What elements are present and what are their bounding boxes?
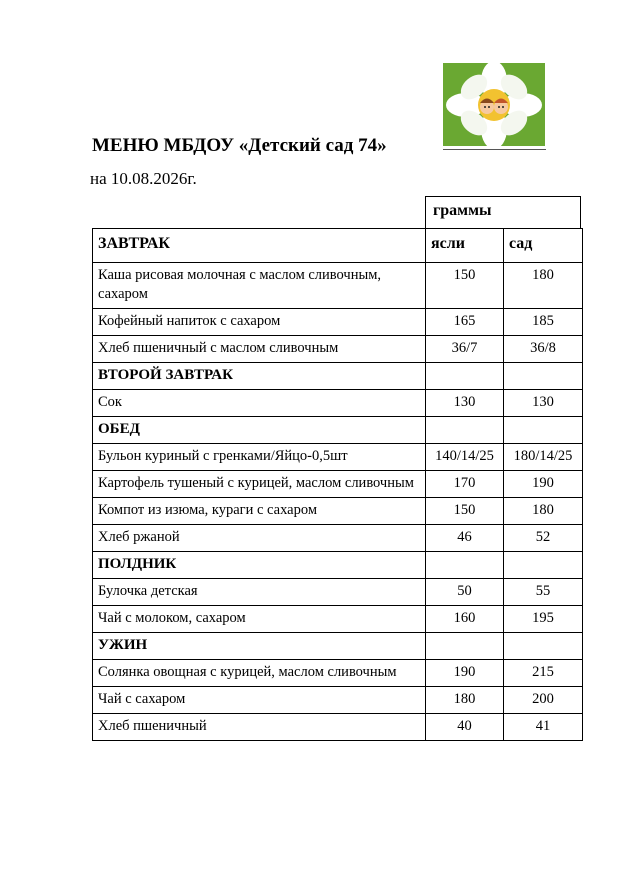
kindergarten-grams: 180/14/25 bbox=[504, 444, 583, 471]
dish-name: Картофель тушеный с курицей, маслом сливочным bbox=[93, 471, 426, 498]
nursery-grams: 150 bbox=[426, 263, 504, 309]
nursery-grams: 46 bbox=[426, 525, 504, 552]
section-nursery-empty bbox=[426, 633, 504, 660]
table-row bbox=[93, 714, 583, 741]
page-title: МЕНЮ МБДОУ «Детский сад 74» bbox=[92, 135, 387, 156]
meal-section-name: УЖИН bbox=[93, 633, 426, 660]
section-kindergarten-empty bbox=[504, 552, 583, 579]
nursery-grams: 36/7 bbox=[426, 336, 504, 363]
nursery-grams: 160 bbox=[426, 606, 504, 633]
table-row bbox=[93, 498, 583, 525]
nursery-grams: 40 bbox=[426, 714, 504, 741]
table-row bbox=[93, 444, 583, 471]
section-kindergarten-empty bbox=[504, 633, 583, 660]
meal-section-row bbox=[93, 552, 583, 579]
meal-section-row bbox=[93, 417, 583, 444]
table-row bbox=[93, 471, 583, 498]
kindergarten-grams: 130 bbox=[504, 390, 583, 417]
section-nursery-empty bbox=[426, 363, 504, 390]
nursery-grams: 130 bbox=[426, 390, 504, 417]
section-kindergarten-empty bbox=[504, 363, 583, 390]
kindergarten-grams: 52 bbox=[504, 525, 583, 552]
dish-name: Чай с молоком, сахаром bbox=[93, 606, 426, 633]
table-row bbox=[93, 687, 583, 714]
dish-name: Булочка детская bbox=[93, 579, 426, 606]
dish-name: Хлеб ржаной bbox=[93, 525, 426, 552]
menu-table bbox=[92, 228, 583, 741]
grams-header: граммы bbox=[425, 196, 581, 228]
table-header-row bbox=[93, 229, 583, 263]
kindergarten-grams: 180 bbox=[504, 498, 583, 525]
section-nursery-empty bbox=[426, 552, 504, 579]
meal-header: ЗАВТРАК bbox=[93, 229, 426, 263]
dish-name: Сок bbox=[93, 390, 426, 417]
meal-section-row bbox=[93, 633, 583, 660]
kindergarten-grams: 41 bbox=[504, 714, 583, 741]
table-row bbox=[93, 336, 583, 363]
meal-section-name: ВТОРОЙ ЗАВТРАК bbox=[93, 363, 426, 390]
table-row bbox=[93, 525, 583, 552]
nursery-grams: 150 bbox=[426, 498, 504, 525]
kindergarten-grams: 200 bbox=[504, 687, 583, 714]
dish-name: Каша рисовая молочная с маслом сливочным, сахаром bbox=[93, 263, 426, 309]
table-row bbox=[93, 309, 583, 336]
nursery-grams: 50 bbox=[426, 579, 504, 606]
section-nursery-empty bbox=[426, 417, 504, 444]
nursery-header: ясли bbox=[426, 229, 504, 263]
kindergarten-grams: 55 bbox=[504, 579, 583, 606]
table-row bbox=[93, 263, 583, 309]
table-row bbox=[93, 606, 583, 633]
kindergarten-logo bbox=[443, 63, 545, 146]
meal-section-name: ОБЕД bbox=[93, 417, 426, 444]
nursery-grams: 180 bbox=[426, 687, 504, 714]
meal-section-row bbox=[93, 363, 583, 390]
dish-name: Бульон куриный с гренками/Яйцо-0,5шт bbox=[93, 444, 426, 471]
table-row bbox=[93, 660, 583, 687]
nursery-grams: 170 bbox=[426, 471, 504, 498]
dish-name: Хлеб пшеничный bbox=[93, 714, 426, 741]
menu-date: на 10.08.2026г. bbox=[90, 169, 197, 188]
table-row bbox=[93, 579, 583, 606]
kindergarten-grams: 185 bbox=[504, 309, 583, 336]
kindergarten-grams: 190 bbox=[504, 471, 583, 498]
nursery-grams: 190 bbox=[426, 660, 504, 687]
nursery-grams: 165 bbox=[426, 309, 504, 336]
kindergarten-header: сад bbox=[504, 229, 583, 263]
kindergarten-grams: 180 bbox=[504, 263, 583, 309]
logo-underline bbox=[443, 149, 546, 150]
dish-name: Компот из изюма, кураги с сахаром bbox=[93, 498, 426, 525]
flower-logo-icon bbox=[443, 63, 545, 146]
section-kindergarten-empty bbox=[504, 417, 583, 444]
meal-section-name: ПОЛДНИК bbox=[93, 552, 426, 579]
dish-name: Чай с сахаром bbox=[93, 687, 426, 714]
dish-name: Хлеб пшеничный с маслом сливочным bbox=[93, 336, 426, 363]
nursery-grams: 140/14/25 bbox=[426, 444, 504, 471]
table-row bbox=[93, 390, 583, 417]
dish-name: Кофейный напиток с сахаром bbox=[93, 309, 426, 336]
kindergarten-grams: 36/8 bbox=[504, 336, 583, 363]
kindergarten-grams: 215 bbox=[504, 660, 583, 687]
dish-name: Солянка овощная с курицей, маслом сливочным bbox=[93, 660, 426, 687]
kindergarten-grams: 195 bbox=[504, 606, 583, 633]
